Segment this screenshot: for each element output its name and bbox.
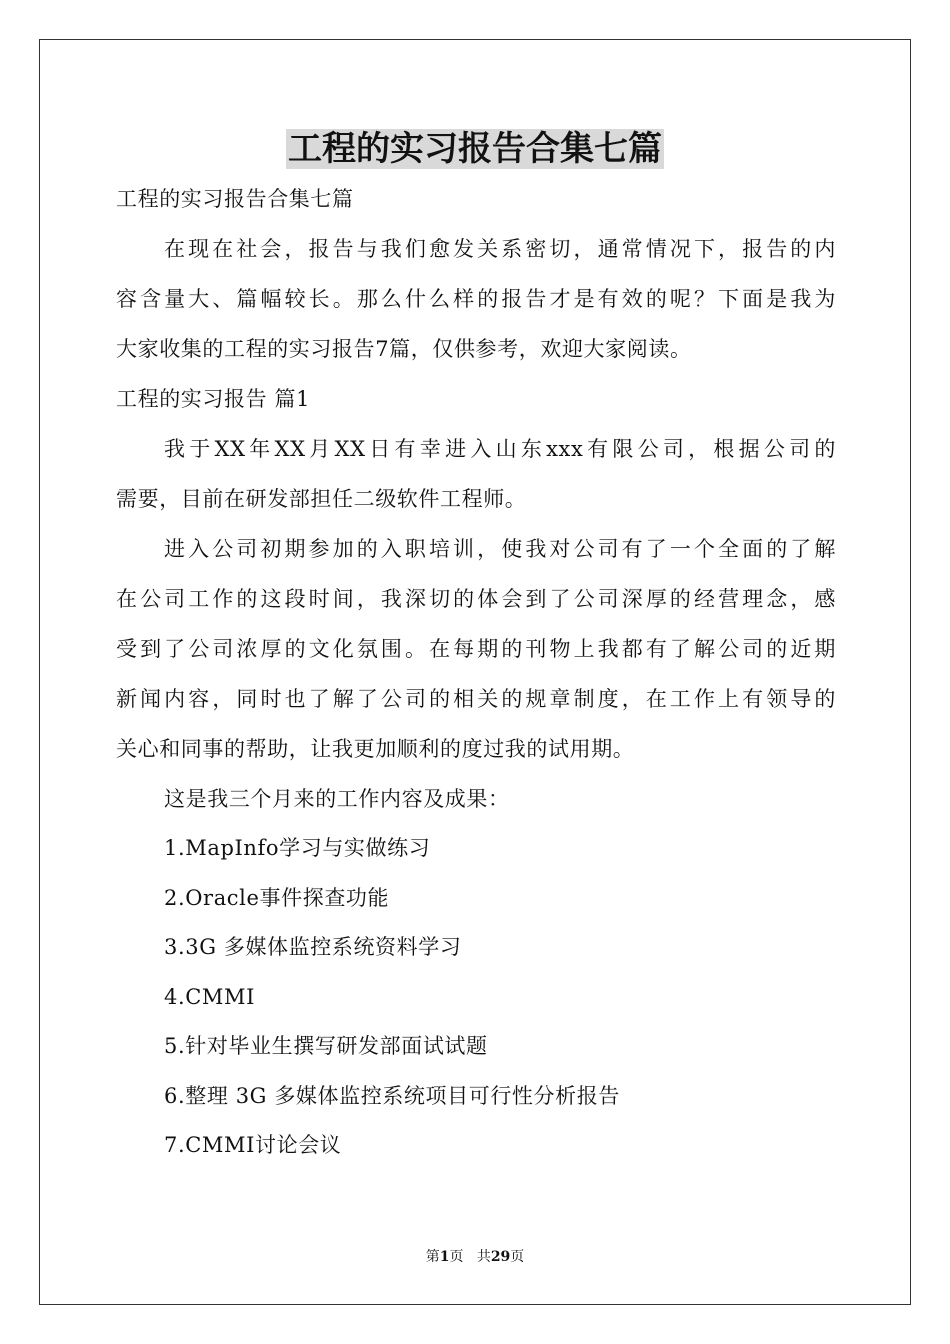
para1-line-1: 我于XX年XX月XX日有幸进入山东xxx有限公司，根据公司的 [164,437,836,461]
current-page-number: 1 [439,1249,450,1265]
intro-line-3: 大家收集的工程的实习报告7篇，仅供参考，欢迎大家阅读。 [116,337,692,361]
intro-line-2: 容含量大、篇幅较长。那么什么样的报告才是有效的呢？下面是我为 [116,287,836,311]
page-title-text: 工程的实习报告合集七篇 [288,129,662,169]
list-item: 5.针对毕业生撰写研发部面试试题 [164,1034,488,1058]
footer-total-prefix: 共 [476,1249,491,1265]
para2-line-5: 关心和同事的帮助，让我更加顺利的度过我的试用期。 [116,737,635,761]
intro-line-1: 在现在社会，报告与我们愈发关系密切，通常情况下，报告的内 [164,237,836,261]
list-item: 3.3G 多媒体监控系统资料学习 [164,935,462,959]
para2-line-1: 进入公司初期参加的入职培训，使我对公司有了一个全面的了解 [164,537,836,561]
list-intro: 这是我三个月来的工作内容及成果： [164,787,510,811]
para2-line-3: 受到了公司浓厚的文化氛围。在每期的刊物上我都有了解公司的近期 [116,637,836,661]
list-item: 6.整理 3G 多媒体监控系统项目可行性分析报告 [164,1084,620,1108]
footer-prefix: 第 [425,1249,440,1265]
page-footer [0,1247,950,1267]
footer-page-suffix: 页 [449,1249,464,1265]
footer-total-suffix: 页 [510,1249,525,1265]
para2-line-2: 在公司工作的这段时间，我深切的体会到了公司深厚的经营理念，感 [116,587,836,611]
para2-line-4: 新闻内容，同时也了解了公司的相关的规章制度，在工作上有领导的 [116,687,836,711]
section-heading: 工程的实习报告 篇1 [116,387,311,411]
list-item: 7.CMMI讨论会议 [164,1133,342,1157]
total-pages-number: 29 [490,1249,511,1265]
list-item: 2.Oracle事件探查功能 [164,886,390,910]
page-border [39,39,911,1305]
document-subtitle: 工程的实习报告合集七篇 [116,187,354,211]
list-item: 1.MapInfo学习与实做练习 [164,836,431,860]
list-item: 4.CMMI [164,985,256,1009]
page-title [0,125,950,173]
para1-line-2: 需要，目前在研发部担任二级软件工程师。 [116,487,527,511]
